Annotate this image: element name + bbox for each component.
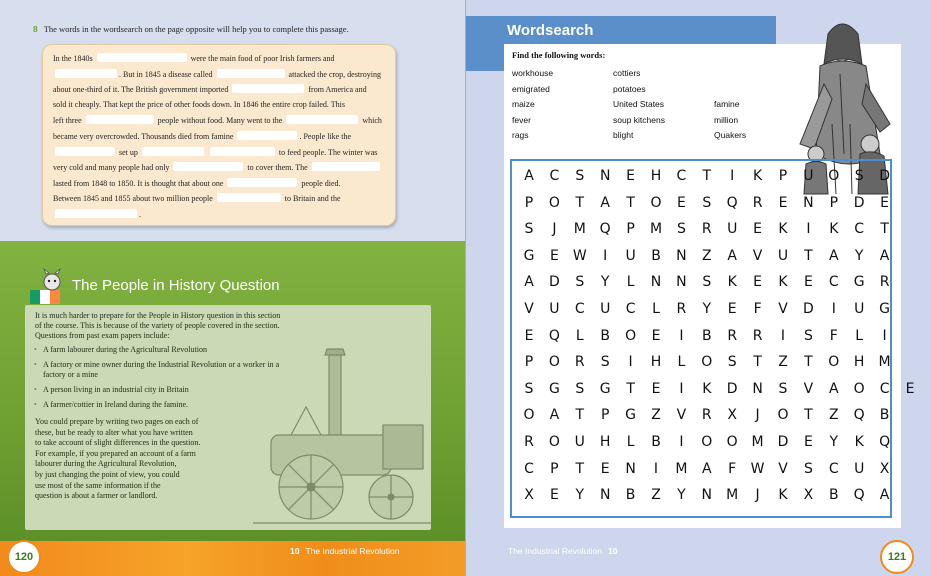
grid-letter[interactable]: A	[879, 247, 890, 264]
grid-letter[interactable]: E	[676, 194, 686, 211]
grid-letter[interactable]: S	[702, 274, 712, 291]
grid-letter[interactable]: Z	[778, 354, 788, 371]
grid-letter[interactable]: L	[575, 327, 584, 344]
grid-letter[interactable]: M	[878, 354, 891, 371]
answer-blank[interactable]	[286, 115, 358, 124]
grid-letter[interactable]: H	[599, 434, 611, 450]
grid-letter[interactable]: M	[751, 434, 764, 450]
grid-letter[interactable]: U	[727, 221, 738, 238]
grid-letter[interactable]: S	[524, 221, 534, 238]
grid-letter[interactable]: K	[702, 380, 712, 397]
search-word: famine	[714, 99, 740, 110]
grid-letter[interactable]: L	[626, 274, 635, 291]
grid-letter[interactable]: G	[625, 407, 637, 424]
grid-letter[interactable]: R	[879, 274, 890, 291]
grid-letter[interactable]: U	[854, 301, 865, 317]
question-intro	[33, 24, 349, 34]
grid-letter[interactable]: E	[549, 487, 559, 504]
grid-letter[interactable]: E	[905, 380, 915, 397]
grid-letter[interactable]: S	[524, 380, 534, 397]
grid-letter[interactable]: U	[574, 434, 585, 450]
grid-letter[interactable]: G	[879, 301, 891, 317]
grid-letter[interactable]: Y	[702, 301, 712, 317]
grid-letter[interactable]: O	[828, 354, 840, 371]
grid-letter[interactable]: T	[575, 407, 585, 424]
answer-blank[interactable]	[312, 162, 380, 171]
grid-letter[interactable]: N	[676, 274, 687, 291]
grid-letter[interactable]: S	[854, 168, 864, 184]
grid-letter[interactable]: X	[803, 487, 814, 504]
passage-line: became very overcrowded. Thousands died from famine . People like the	[53, 132, 351, 141]
grid-letter[interactable]: T	[575, 460, 585, 477]
grid-letter[interactable]: M	[573, 221, 586, 238]
grid-letter[interactable]: T	[804, 407, 813, 424]
grid-letter[interactable]: T	[880, 221, 889, 238]
grid-letter[interactable]: C	[828, 460, 839, 477]
grid-letter[interactable]: E	[803, 274, 813, 291]
search-word: Quakers	[714, 130, 747, 141]
answer-blank[interactable]	[217, 193, 281, 202]
grid-letter[interactable]: Q	[853, 487, 865, 504]
grid-letter[interactable]: T	[626, 380, 635, 397]
grid-letter[interactable]: Y	[600, 274, 610, 291]
grid-letter[interactable]: A	[524, 168, 534, 184]
passage-box	[42, 44, 396, 226]
grid-letter[interactable]: L	[677, 354, 686, 371]
passage-line: sold it cheaply. That kept the price of other foods down. In 1846 the entire crop failed. This	[53, 99, 345, 109]
grid-letter[interactable]: I	[730, 168, 735, 184]
grid-letter[interactable]: C	[524, 460, 534, 477]
answer-blank[interactable]	[55, 147, 115, 156]
grid-letter[interactable]: H	[650, 168, 662, 184]
search-word: maize	[512, 99, 535, 110]
grid-letter[interactable]: A	[549, 407, 560, 424]
passage-line: very cold and many people had only to cover them. The	[53, 162, 382, 173]
grid-letter[interactable]: D	[549, 274, 560, 291]
grid-letter[interactable]: R	[727, 327, 738, 344]
advice-text: question is about a farmer or landlord.	[35, 491, 158, 501]
grid-letter[interactable]: U	[600, 301, 611, 317]
grid-letter[interactable]: N	[701, 487, 713, 504]
grid-letter[interactable]: K	[727, 274, 737, 291]
grid-letter[interactable]: O	[548, 354, 560, 371]
grid-letter[interactable]: N	[676, 247, 687, 264]
question-text: The words in the wordsearch on the page opposite will help you to complete this passage.	[43, 24, 349, 34]
bullet-item: • A person living in an industrial city in Britain	[43, 385, 189, 395]
passage-line: set up to feed people. The winter was	[53, 147, 377, 158]
grid-letter[interactable]: Z	[829, 407, 839, 424]
grid-letter[interactable]: E	[778, 194, 788, 211]
grid-letter[interactable]: N	[599, 487, 611, 504]
grid-letter[interactable]: R	[752, 194, 763, 211]
passage-line: left three people without food. Many went to the which	[53, 116, 382, 126]
grid-letter[interactable]: A	[879, 487, 890, 504]
section-title: The People in History Question	[72, 277, 280, 294]
grid-letter[interactable]: P	[829, 194, 839, 211]
grid-letter[interactable]: A	[829, 380, 839, 397]
grid-letter[interactable]: Q	[599, 221, 611, 238]
bullet-item: factory or a mine	[43, 370, 98, 379]
grid-letter[interactable]: C	[574, 301, 585, 317]
chapter-title: The Industrial Revolution	[508, 546, 603, 556]
grid-letter[interactable]: W	[572, 247, 587, 264]
grid-letter[interactable]: S	[803, 460, 813, 477]
mascot-icon	[28, 268, 68, 308]
grid-letter[interactable]: I	[679, 380, 684, 397]
grid-letter[interactable]: R	[752, 327, 763, 344]
grid-letter[interactable]: F	[753, 301, 762, 317]
grid-letter[interactable]: M	[726, 487, 739, 504]
grid-letter[interactable]: O	[777, 407, 789, 424]
grid-letter[interactable]: S	[803, 327, 813, 344]
grid-letter[interactable]: A	[829, 247, 839, 264]
grid-letter[interactable]: G	[548, 380, 560, 397]
grid-letter[interactable]: K	[778, 221, 788, 238]
grid-letter[interactable]: X	[879, 460, 890, 477]
grid-letter[interactable]: V	[524, 301, 534, 317]
grid-letter[interactable]: O	[548, 194, 560, 211]
grid-letter[interactable]: Z	[651, 407, 661, 424]
grid-letter[interactable]: K	[854, 434, 864, 450]
grid-letter[interactable]: D	[803, 301, 814, 317]
passage-line: lasted from 1848 to 1850. It is thought that about one people died.	[53, 178, 341, 188]
find-label: Find the following words:	[512, 50, 606, 60]
chapter-label-right	[508, 546, 624, 556]
grid-letter[interactable]: S	[600, 354, 610, 371]
grid-letter[interactable]: D	[879, 168, 890, 184]
page-number-right: 121	[880, 540, 914, 574]
grid-letter[interactable]: D	[777, 434, 789, 450]
advice-text: use most of the same information if the	[35, 480, 161, 490]
grid-letter[interactable]: E	[880, 194, 890, 211]
grid-letter[interactable]: S	[727, 354, 737, 371]
grid-letter[interactable]: V	[803, 380, 814, 397]
grid-letter[interactable]: J	[755, 407, 760, 424]
grid-letter[interactable]: O	[625, 327, 637, 344]
content-box	[25, 305, 431, 530]
grid-letter[interactable]: V	[676, 407, 687, 424]
grid-letter[interactable]: X	[727, 407, 737, 424]
grid-letter[interactable]: E	[651, 380, 661, 397]
passage-line: about one-third of it. The British government imported from America and	[53, 85, 367, 95]
grid-letter[interactable]: R	[574, 354, 585, 371]
grid-letter[interactable]: Z	[702, 247, 712, 264]
grid-letter[interactable]: S	[575, 274, 585, 291]
grid-letter[interactable]: L	[626, 434, 635, 450]
grid-letter[interactable]: B	[701, 327, 712, 344]
grid-letter[interactable]: B	[879, 407, 890, 424]
grid-letter[interactable]: D	[726, 380, 738, 397]
grid-letter[interactable]: V	[778, 301, 788, 317]
grid-letter[interactable]: W	[750, 460, 765, 477]
grid-letter[interactable]: T	[575, 194, 585, 211]
grid-letter[interactable]: L	[855, 327, 864, 344]
grid-letter[interactable]: D	[853, 194, 865, 211]
advice-text: these, but be ready to alter what you have written	[35, 427, 193, 437]
grid-letter[interactable]: S	[778, 380, 788, 397]
passage-line: In the 1840s were the main food of poor Irish farmers and	[53, 54, 335, 63]
grid-letter[interactable]: T	[804, 354, 813, 371]
grid-letter[interactable]: C	[854, 221, 865, 238]
grid-letter[interactable]: U	[777, 247, 789, 264]
chapter-number: 10	[608, 546, 618, 556]
grid-letter[interactable]: E	[600, 460, 610, 477]
grid-letter[interactable]: G	[599, 380, 611, 397]
grid-letter[interactable]: I	[679, 434, 684, 450]
grid-letter[interactable]: O	[853, 380, 865, 397]
answer-blank[interactable]	[232, 84, 304, 93]
answer-blank[interactable]	[55, 69, 117, 78]
advice-text: labourer during the Agricultural Revolution,	[35, 459, 177, 469]
page-number-left: 120	[7, 540, 41, 574]
passage-line: .	[53, 209, 141, 220]
grid-letter[interactable]: E	[626, 168, 636, 184]
search-word: emigrated	[512, 83, 550, 94]
grid-letter[interactable]: R	[676, 301, 687, 317]
grid-letter[interactable]: K	[829, 221, 839, 238]
intro-text: It is much harder to prepare for the People in History question in this section	[35, 311, 281, 320]
grid-letter[interactable]: G	[853, 274, 865, 291]
grid-letter[interactable]: T	[753, 354, 762, 371]
answer-blank[interactable]	[210, 147, 275, 156]
answer-blank[interactable]	[217, 69, 285, 78]
grid-letter[interactable]: E	[727, 301, 737, 317]
grid-letter[interactable]: O	[548, 434, 560, 450]
grid-letter[interactable]: B	[828, 487, 839, 504]
grid-letter[interactable]: P	[778, 168, 788, 184]
grid-letter[interactable]: G	[523, 247, 535, 264]
grid-letter[interactable]: Q	[548, 327, 560, 344]
grid-letter[interactable]: Y	[677, 487, 686, 504]
answer-blank[interactable]	[142, 147, 204, 156]
passage-line: . But in 1845 a disease called attacked the crop, destroying	[53, 69, 381, 80]
grid-letter[interactable]: B	[651, 434, 661, 450]
grid-letter[interactable]: Y	[829, 434, 839, 450]
intro-text: Questions from past exam papers include:	[35, 331, 170, 340]
grid-letter[interactable]: O	[650, 194, 662, 211]
advice-text: by just changing the point of view, you could	[35, 470, 180, 479]
grid-letter[interactable]: X	[524, 487, 534, 504]
grid-letter[interactable]: A	[524, 274, 534, 291]
grid-letter[interactable]: E	[651, 327, 661, 344]
grid-letter[interactable]: O	[523, 407, 535, 424]
grid-letter[interactable]: C	[625, 301, 636, 317]
grid-letter[interactable]: I	[831, 301, 836, 317]
grid-letter[interactable]: V	[778, 460, 788, 477]
grid-letter[interactable]: H	[853, 354, 865, 371]
grid-letter[interactable]: P	[600, 407, 610, 424]
answer-blank[interactable]	[86, 115, 154, 124]
grid-letter[interactable]: Y	[854, 247, 864, 264]
letter-grid	[510, 159, 915, 518]
bullet-item: • A factory or mine owner during the Industrial Revolution or a worker in a	[43, 360, 279, 370]
intro-text: of the course. This is because of the variety of people covered in the section.	[35, 321, 280, 330]
advice-text: to take account of slight differences in the question.	[35, 438, 201, 448]
answer-blank[interactable]	[237, 131, 297, 140]
grid-letter[interactable]: H	[650, 354, 662, 371]
grid-letter[interactable]: P	[524, 194, 534, 211]
grid-letter[interactable]: Q	[853, 407, 865, 424]
answer-blank[interactable]	[227, 178, 297, 187]
grid-letter[interactable]: K	[778, 274, 788, 291]
grid-letter[interactable]: B	[625, 487, 636, 504]
grid-letter[interactable]: P	[524, 354, 534, 371]
grid-letter[interactable]: E	[753, 274, 763, 291]
passage-line: Between 1845 and 1855 about two million people to Britain and the	[53, 194, 341, 204]
search-word: soup kitchens	[613, 114, 665, 125]
advice-text: For example, if you prepared an account of a farm	[35, 448, 196, 458]
chapter-number: 10	[290, 546, 300, 556]
grid-letter[interactable]: N	[650, 274, 662, 291]
grid-letter[interactable]: E	[753, 221, 763, 238]
grid-letter[interactable]: I	[806, 221, 811, 238]
grid-letter[interactable]: A	[600, 194, 610, 211]
grid-letter[interactable]: N	[599, 168, 611, 184]
grid-letter[interactable]: U	[625, 247, 636, 264]
grid-letter[interactable]: A	[727, 247, 737, 264]
grid-letter[interactable]: P	[626, 221, 635, 238]
grid-letter[interactable]: B	[651, 247, 661, 264]
grid-letter[interactable]: S	[575, 380, 585, 397]
grid-letter[interactable]: T	[804, 247, 813, 264]
people-in-history-section	[0, 241, 465, 541]
grid-letter[interactable]: R	[524, 434, 534, 450]
grid-letter[interactable]: Z	[651, 487, 661, 504]
answer-blank[interactable]	[173, 162, 243, 171]
bullet-item: • A farm labourer during the Agricultural Revolution	[43, 345, 207, 355]
answer-blank[interactable]	[97, 53, 187, 62]
grid-letter[interactable]: T	[626, 194, 635, 211]
grid-letter[interactable]: V	[752, 247, 763, 264]
search-word: cottiers	[613, 68, 641, 78]
left-page	[0, 0, 465, 576]
grid-letter[interactable]: R	[701, 407, 712, 424]
grid-letter[interactable]: M	[675, 460, 688, 477]
grid-letter[interactable]: T	[702, 168, 712, 184]
grid-letter[interactable]: S	[575, 168, 585, 184]
grid-letter[interactable]: J	[552, 221, 557, 238]
grid-letter[interactable]: Q	[726, 194, 738, 211]
grid-letter[interactable]: O	[701, 434, 713, 450]
search-word: United States	[613, 99, 665, 110]
grid-letter[interactable]: Y	[575, 487, 585, 504]
grid-letter[interactable]: P	[550, 460, 559, 477]
question-number: 8	[33, 24, 38, 34]
grid-letter[interactable]: I	[679, 327, 684, 344]
grid-letter[interactable]: C	[676, 168, 687, 184]
grid-letter[interactable]: I	[653, 460, 659, 477]
wordsearch-panel	[504, 44, 915, 528]
grid-letter[interactable]: M	[649, 221, 663, 238]
grid-letter[interactable]: K	[753, 168, 763, 184]
grid-letter[interactable]: U	[803, 168, 814, 184]
grid-letter[interactable]: Q	[879, 434, 891, 450]
grid-letter[interactable]: N	[625, 460, 636, 477]
grid-letter[interactable]: E	[524, 327, 534, 344]
grid-letter[interactable]: B	[600, 327, 610, 344]
grid-letter[interactable]: R	[701, 221, 712, 238]
advice-text: You could prepare by writing two pages on each of	[35, 417, 199, 426]
grid-letter[interactable]: S	[702, 194, 712, 211]
grid-letter[interactable]: I	[780, 327, 786, 344]
grid-letter[interactable]: A	[702, 460, 712, 477]
grid-letter[interactable]: J	[755, 487, 760, 504]
grid-letter[interactable]: I	[628, 354, 633, 371]
grid-letter[interactable]: N	[752, 380, 763, 397]
search-word: million	[714, 114, 739, 125]
search-word: workhouse	[512, 68, 554, 78]
grid-letter[interactable]: K	[778, 487, 788, 504]
grid-letter[interactable]: F	[728, 460, 737, 477]
search-word: rags	[512, 130, 529, 141]
steam-engine-illustration	[251, 347, 436, 527]
grid-letter[interactable]: U	[854, 460, 865, 477]
wordsearch-title: Wordsearch	[507, 22, 594, 39]
grid-letter[interactable]: U	[549, 301, 560, 317]
grid-letter[interactable]: E	[803, 434, 813, 450]
grid-letter[interactable]: C	[828, 274, 839, 291]
grid-letter[interactable]: O	[701, 354, 713, 371]
grid-letter[interactable]: C	[549, 168, 560, 184]
grid-letter[interactable]: C	[879, 380, 890, 397]
grid-letter[interactable]: L	[652, 301, 660, 317]
grid-letter[interactable]: N	[803, 194, 814, 211]
grid-letter[interactable]: O	[828, 168, 840, 184]
grid-letter[interactable]: I	[882, 327, 887, 344]
search-word: potatoes	[613, 83, 646, 94]
grid-letter[interactable]: I	[603, 247, 608, 264]
search-word: fever	[512, 114, 531, 125]
grid-letter[interactable]: S	[676, 221, 686, 238]
right-page	[466, 0, 931, 576]
grid-letter[interactable]: O	[726, 434, 738, 450]
bullet-item: • A farmer/cottier in Ireland during the famine.	[43, 400, 188, 410]
chapter-label-left	[290, 546, 400, 556]
grid-letter[interactable]: E	[549, 247, 559, 264]
chapter-title: The Industrial Revolution	[305, 546, 400, 556]
grid-letter[interactable]: F	[829, 327, 838, 344]
search-word: blight	[613, 130, 634, 141]
answer-blank[interactable]	[55, 209, 137, 218]
